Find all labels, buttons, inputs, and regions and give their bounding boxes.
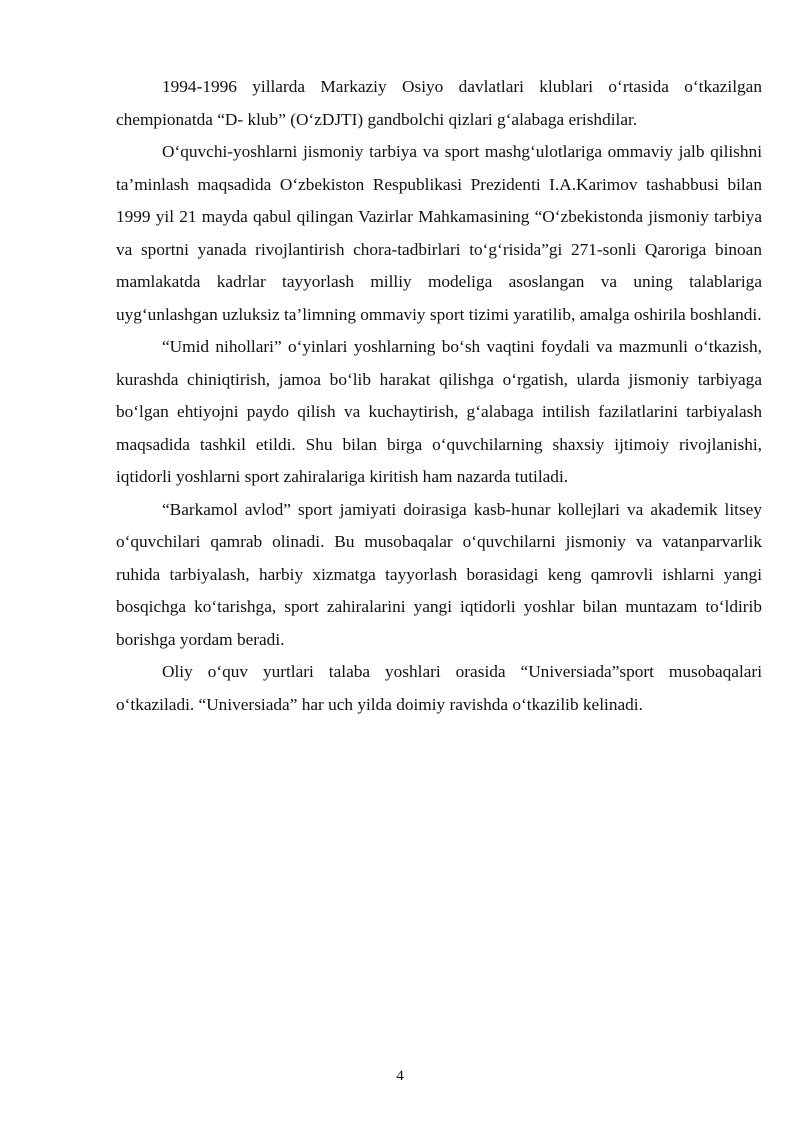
- paragraph-universiada: Oliy o‘quv yurtlari talaba yoshlari orasida “Universiada”sport musobaqalari o‘tkaziladi. “Universiada” har uch yilda doimiy ravishda o‘tkazilib kelinadi.: [116, 662, 762, 714]
- paragraph-mass-sport-system: O‘quvchi-yoshlarni jismoniy tarbiya va sport mashg‘ulotlariga ommaviy jalb qilishni ta’minlash maqsadida O‘zbekiston Respublikasi Prezidenti I.A.Karimov tashabbusi bilan 1999 yil 21 mayda qabul qilingan Vazirlar Mahkamasining “O‘zbekistonda jismoniy tarbiya va sportni yanada rivojlantirish chora-tadbirlari to‘g‘risida”gi 271-sonli Qaroriga binoan mamlakatda kadrlar tayyorlash milliy modeliga asoslangan va uning talablariga uyg‘unlashgan uzluksiz ta’limning ommaviy sport tizimi yaratilib, amalga oshirila boshlandi.: [116, 142, 762, 324]
- body-text: [116, 71, 762, 721]
- paragraph-umid-nihollari: “Umid nihollari” o‘yinlari yoshlarning bo‘sh vaqtini foydali va mazmunli o‘tkazish, kurashda chiniqtirish, jamoa bo‘lib harakat qilishga o‘rgatish, ularda jismoniy tarbiyaga bo‘lgan ehtiyojni paydo qilish va kuchaytirish, g‘alabaga intilish fazilatlarini tarbiyalash maqsadida tashkil etildi. Shu bilan birga o‘quvchilarning shaxsiy ijtimoiy rivojlanishi, iqtidorli yoshlarni sport zahiralariga kiritish ham nazarda tutiladi.: [116, 337, 762, 486]
- page-number: 4: [396, 1068, 404, 1084]
- paragraph-barkamol-avlod: “Barkamol avlod” sport jamiyati doirasiga kasb-hunar kollejlari va akademik litsey o‘quvchilari qamrab olinadi. Bu musobaqalar o‘quvchilarni jismoniy va vatanparvarlik ruhida tarbiyalash, harbiy xizmatga tayyorlash borasidagi keng qamrovli ishlarni yangi bosqichga ko‘tarishga, sport zahiralarini yangi iqtidorli yoshlar bilan muntazam to‘ldirib borishga yordam beradi.: [116, 499, 762, 649]
- paragraph-championship: 1994-1996 yillarda Markaziy Osiyo davlatlari klublari o‘rtasida o‘tkazilgan chempionatda “D- klub” (O‘zDJTI) gandbolchi qizlari g‘alabaga erishdilar.: [116, 77, 762, 129]
